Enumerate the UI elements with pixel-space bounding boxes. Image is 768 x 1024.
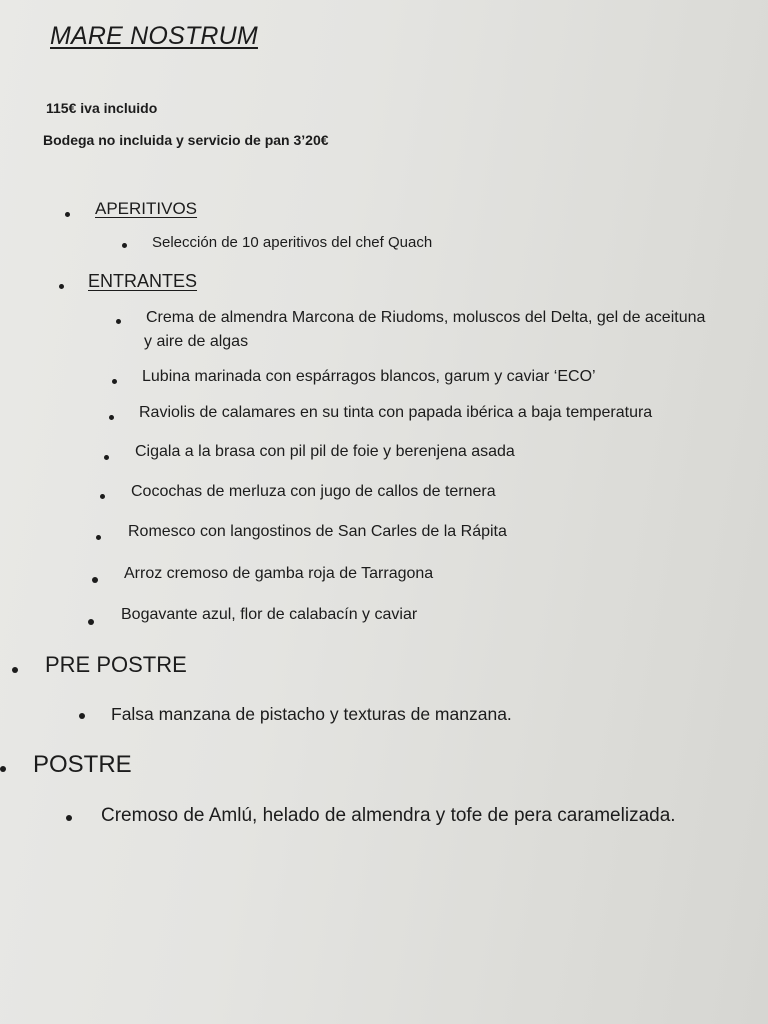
section-bullet-entrantes (59, 284, 64, 289)
section-heading-aperitivos: APERITIVOS (95, 199, 198, 218)
entrantes-item-3: Raviolis de calamares en su tinta con papada ibérica a baja temperatura (139, 404, 653, 421)
section-heading-postre: POSTRE (33, 751, 132, 778)
section-bullet-pre-postre (12, 667, 18, 673)
postre-item-1: Cremoso de Amlú, helado de almendra y tofe de pera caramelizada. (101, 805, 676, 826)
entrantes-item-2: Lubina marinada con espárragos blancos, garum y caviar ‘ECO’ (142, 368, 596, 385)
section-bullet-aperitivos (65, 212, 70, 217)
section-heading-pre-postre: PRE POSTRE (45, 652, 187, 677)
entrantes-item-1-continuation: y aire de algas (144, 333, 249, 350)
section-bullet-postre (0, 766, 6, 772)
aperitivos-item-1: Selección de 10 aperitivos del chef Quach (152, 234, 433, 251)
extras-line: Bodega no incluida y servicio de pan 3’20€ (43, 132, 329, 148)
item-bullet (66, 815, 72, 821)
entrantes-item-7: Arroz cremoso de gamba roja de Tarragona (124, 565, 434, 582)
section-heading-entrantes: ENTRANTES (88, 271, 198, 291)
item-bullet (92, 577, 98, 583)
pre-postre-item-1: Falsa manzana de pistacho y texturas de manzana. (111, 704, 512, 724)
entrantes-item-6: Romesco con langostinos de San Carles de la Rápita (128, 523, 507, 540)
item-bullet (109, 415, 114, 420)
item-bullet (100, 494, 105, 499)
item-bullet (116, 319, 121, 324)
item-bullet (79, 713, 85, 719)
entrantes-item-4: Cigala a la brasa con pil pil de foie y berenjena asada (135, 443, 515, 460)
item-bullet (104, 455, 109, 460)
menu-title: MARE NOSTRUM (50, 22, 258, 50)
entrantes-item-8: Bogavante azul, flor de calabacín y caviar (121, 606, 418, 623)
item-bullet (112, 379, 117, 384)
item-bullet (122, 243, 127, 248)
entrantes-item-5: Cocochas de merluza con jugo de callos de ternera (131, 483, 496, 500)
item-bullet (88, 619, 94, 625)
item-bullet (96, 535, 101, 540)
price-line: 115€ iva incluido (46, 100, 158, 116)
entrantes-item-1: Crema de almendra Marcona de Riudoms, moluscos del Delta, gel de aceituna (146, 309, 706, 326)
